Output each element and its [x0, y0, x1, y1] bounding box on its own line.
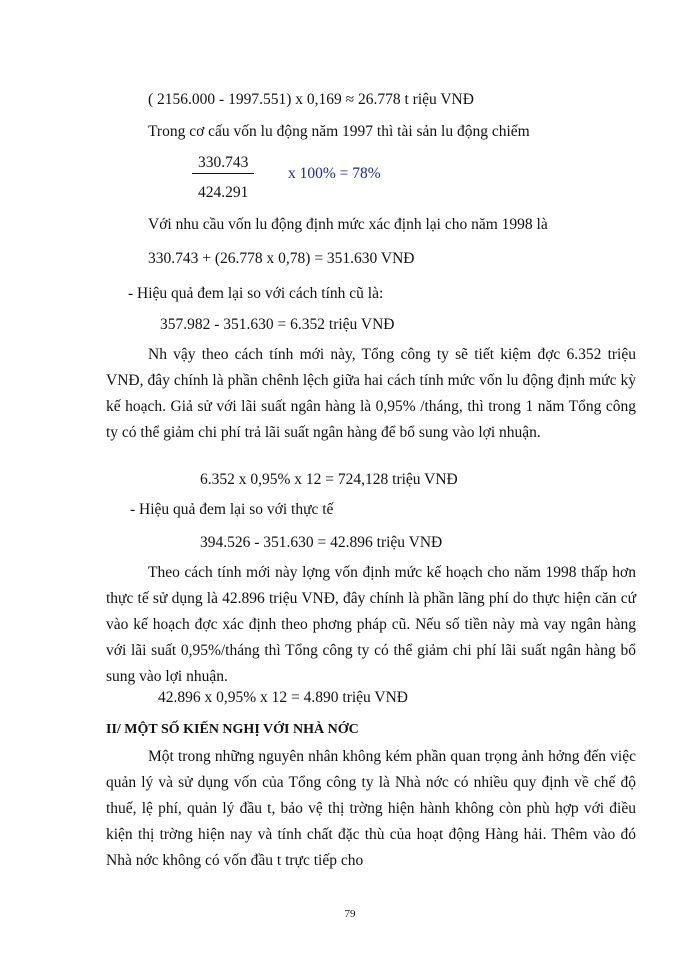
fraction-bar	[192, 173, 254, 174]
paragraph-recommendations: Một trong những nguyên nhân không kém phần quan trọng ảnh hởng đến việc quản lý và sử dụng vốn của Tổng công ty là Nhà nớc có nhiều quy định về chế độ thuế, lệ phí, quản lý đầu t, bảo vệ thị trờng hiện hành không còn phù hợp với điều kiện thị trờng hiện nay và tính chất đặc thù của hoạt động Hàng hải. Thêm vào đó Nhà nớc không có vốn đầu t trực tiếp cho	[106, 748, 636, 869]
fraction-numerator: 330.743	[198, 154, 249, 171]
section-heading: II/ MỘT SỐ KIẾN NGHỊ VỚI NHÀ NỚC	[106, 722, 359, 737]
paragraph-savings: Nh vậy theo cách tính mới này, Tổng công ty sẽ tiết kiệm đợc 6.352 triệu VNĐ, đây chính là phần chênh lệch giữa hai cách tính mức vốn lu động định mức kỳ kế hoạch. Giả sử với lãi suất ngân hàng là 0,95% /tháng, thì trong 1 năm Tổng công ty có thể giảm chi phí trả lãi suất ngân hàng để bổ sung vào lợi nhuận.	[106, 346, 636, 441]
calc-line-1: ( 2156.000 - 1997.551) x 0,169 ≈ 26.778 t riệu VNĐ	[148, 91, 474, 108]
text-line-efficiency-old: - Hiệu quả đem lại so với cách tính cũ là:	[128, 285, 384, 302]
calc-line-3: 357.982 - 351.630 = 6.352 triệu VNĐ	[160, 316, 395, 333]
page-number: 79	[344, 908, 356, 920]
calc-line-4: 6.352 x 0,95% x 12 = 724,128 triệu VNĐ	[200, 471, 458, 488]
text-line-capital-need: Với nhu cầu vốn lu động định mức xác định lại cho năm 1998 là	[148, 216, 548, 233]
text-line-efficiency-actual: - Hiệu quả đem lại so với thực tế	[130, 501, 334, 518]
calc-line-2: 330.743 + (26.778 x 0,78) = 351.630 VNĐ	[148, 250, 415, 267]
text-line-asset-share: Trong cơ cấu vốn lu động năm 1997 thì tài sản lu động chiếm	[148, 123, 530, 140]
fraction-result: x 100% = 78%	[288, 165, 381, 182]
paragraph-new-method: Theo cách tính mới này lợng vốn định mức kế hoạch cho năm 1998 thấp hơn thực tế sử dụng là 42.896 triệu VNĐ, đây chính là phần lãng phí do thực hiện căn cứ vào kế hoạch đợc xác định theo phơng pháp cũ. Nếu số tiền này mà vay ngân hàng với lãi suất 0,95%/tháng thì Tổng công ty có thể giảm chi phí lãi suất ngân hàng bổ sung vào lợi nhuận.	[106, 564, 636, 685]
fraction-denominator: 424.291	[198, 184, 249, 201]
calc-line-6: 42.896 x 0,95% x 12 = 4.890 triệu VNĐ	[158, 689, 408, 706]
calc-line-5: 394.526 - 351.630 = 42.896 triệu VNĐ	[200, 534, 443, 551]
